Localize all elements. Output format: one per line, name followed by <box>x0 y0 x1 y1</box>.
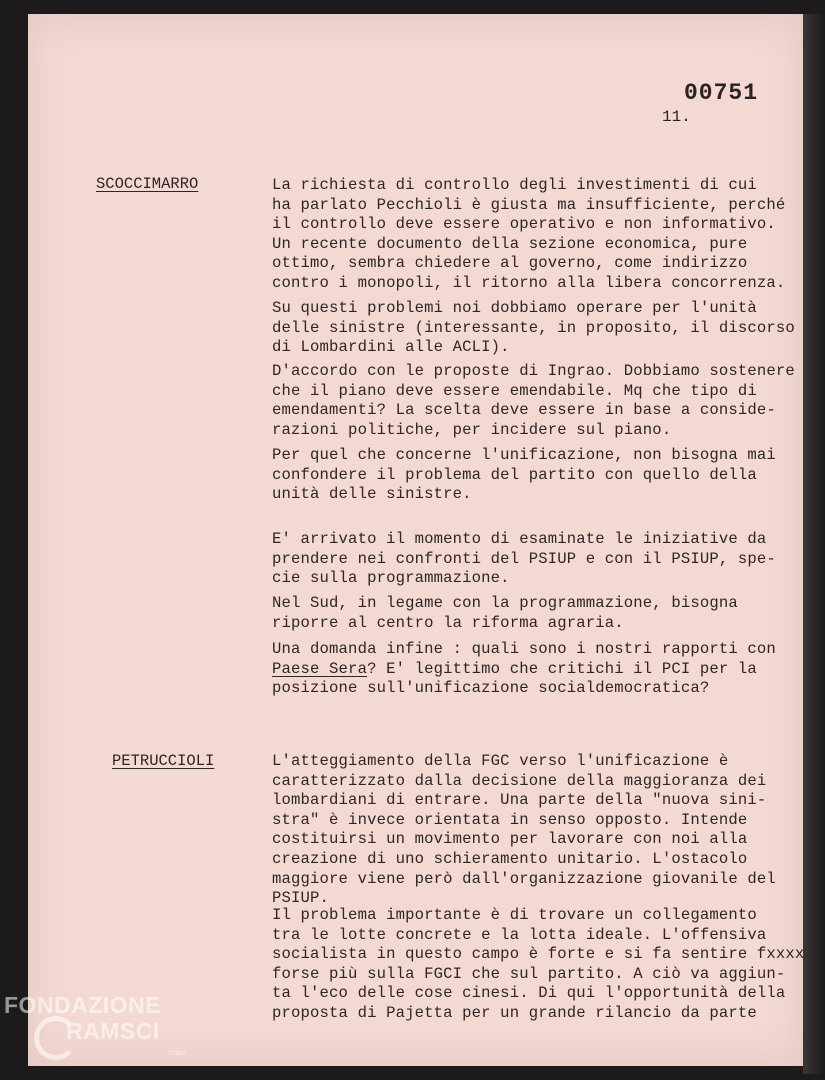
speaker-name-scoccimarro: SCOCCIMARRO <box>96 175 199 193</box>
paragraph-7-start: Una domanda infine : quali sono i nostri rapporti con <box>272 640 776 658</box>
page-edge <box>803 14 825 1074</box>
fondazione-gramsci-watermark <box>4 990 204 1070</box>
paragraph-8: L'atteggiamento della FGC verso l'unificazione è caratterizzato dalla decisione della maggioranza dei lombardiani di entrare. Una parte della "nuova sini- stra" è invece orientata in senso opposto. Intende costituirsi un movimento per lavorare con noi alla creazione di uno schieramento unitario. L'ostacolo maggiore viene però dall'organizzazione giovanile del PSIUP. <box>272 752 776 908</box>
paragraph-9: Il problema importante è di trovare un collegamento tra le lotte concrete e la lotta ideale. L'offensiva socialista in questo campo è forte e si fa sentire fxxxx forse più sulla FGCI che sul partito. A ciò va aggiun- ta l'eco delle cose cinesi. Di qui l'opportunità della proposta di Pajetta per un grande rilancio da parte <box>272 906 805 1022</box>
watermark-line-2: RAMSCI <box>66 1018 160 1044</box>
document-number: 00751 <box>684 80 759 106</box>
watermark-line-1: FONDAZIONE <box>4 992 162 1018</box>
paragraph-4: Per quel che concerne l'unificazione, non bisogna mai confondere il problema del partito con quello della unità delle sinistre. <box>272 446 776 504</box>
speaker-name-petruccioli: PETRUCCIOLI <box>112 752 215 770</box>
paragraph-6: Nel Sud, in legame con la programmazione, bisogna riporre al centro la riforma agraria. <box>272 594 738 632</box>
newspaper-name: Paese Sera <box>272 659 368 678</box>
page-number: 11. <box>662 108 691 126</box>
paragraph-7-end: ? E' legittimo che critichi il PCI per la posizione sull'unificazione socialdemocratica? <box>272 659 757 698</box>
paragraph-7 <box>272 640 776 699</box>
paragraph-1: La richiesta di controllo degli investimenti di cui ha parlato Pecchioli è giusta ma insufficiente, perché il controllo deve essere operativo e non informativo. Un recente documento della sezione economica, pure ottimo, sembra chiedere al governo, come indirizzo contro i monopoli, il ritorno alla libera concorrenza. <box>272 176 786 292</box>
paragraph-3: D'accordo con le proposte di Ingrao. Dobbiamo sostenere che il piano deve essere emendabile. Mq che tipo di emendamenti? La scelta deve essere in base a conside- razioni politiche, per incidere sul piano. <box>272 362 795 439</box>
watermark-suffix: onlus <box>168 1048 188 1057</box>
paragraph-2: Su questi problemi noi dobbiamo operare per l'unità delle sinistre (interessante, in proposito, il discorso di Lombardini alle ACLI). <box>272 299 795 357</box>
paragraph-5: E' arrivato il momento di esaminate le iniziative da prendere nei confronti del PSIUP e con il PSIUP, spe- cie sulla programmazione. <box>272 530 776 588</box>
